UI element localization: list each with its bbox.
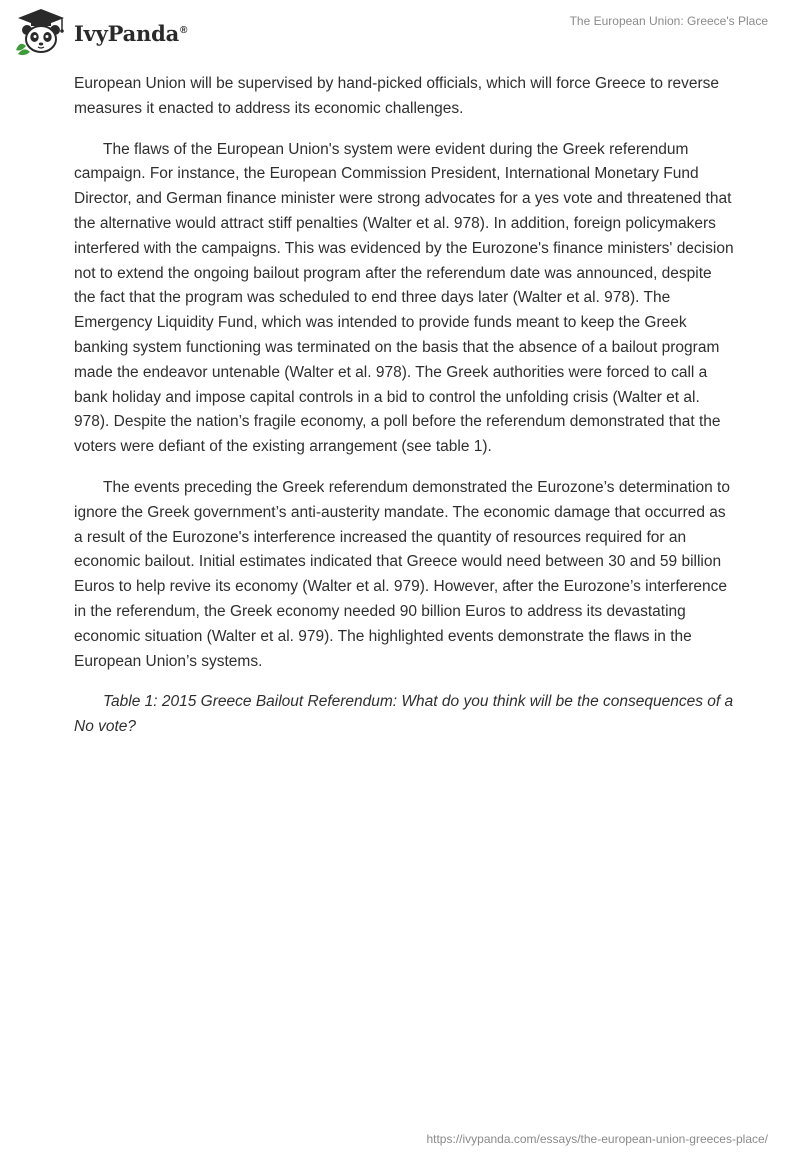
body-paragraph: European Union will be supervised by hand-picked officials, which will force Greece to reverse measures it enacted to address its economic challenges. — [74, 75, 720, 117]
document-running-title: The European Union: Greece's Place — [569, 14, 768, 28]
panda-graduate-icon — [12, 6, 70, 56]
logo-wordmark: IvyPanda® — [74, 20, 188, 46]
body-paragraph: The flaws of the European Union's system were evident during the Greek referendum campaign. For instance, the European Commission President, International Monetary Fund Director, and German finance minister were strong advocates for a yes vote and threatened that the alternative would attract stiff penalties (Walter et al. 978). In addition, foreign policymakers interfered with the campaigns. This was evidenced by the Eurozone's finance ministers' decision not to extend the ongoing bailout program after the referendum date was announced, despite the fact that the program was scheduled to end three days later (Walter et al. 978). The Emergency Liquidity Fund, which was intended to provide funds meant to keep the Greek banking system functioning was terminated on the basis that the absence of a bailout program made the endeavor untenable (Walter et al. 978). The Greek authorities were forced to call a bank holiday and impose capital controls in a bid to control the unfolding crisis (Walter et al. 978). Despite the nation’s fragile economy, a poll before the referendum demonstrated that the voters were defiant of the existing arrangement (see table 1). — [74, 140, 734, 456]
table-caption: Table 1: 2015 Greece Bailout Referendum: What do you think will be the consequences of a No vote? — [74, 693, 734, 736]
source-url[interactable]: https://ivypanda.com/essays/the-european-union-greeces-place/ — [426, 1132, 768, 1146]
document-body — [74, 72, 734, 740]
page-header — [0, 0, 800, 62]
body-paragraph: The events preceding the Greek referendum demonstrated the Eurozone’s determination to ignore the Greek government’s anti-austerity mandate. The economic damage that occurred as a result of the Eurozone's interference increased the quantity of resources required for an economic bailout. Initial estimates indicated that Greece would need between 30 and 59 billion Euros to help revive its economy (Walter et al. 979). However, after the Eurozone’s interference in the referendum, the Greek economy needed 90 billion Euros to address its devastating economic situation (Walter et al. 979). The highlighted events demonstrate the flaws in the European Union’s systems. — [74, 478, 730, 670]
registered-mark: ® — [180, 24, 188, 36]
ivypanda-logo[interactable] — [12, 6, 187, 56]
